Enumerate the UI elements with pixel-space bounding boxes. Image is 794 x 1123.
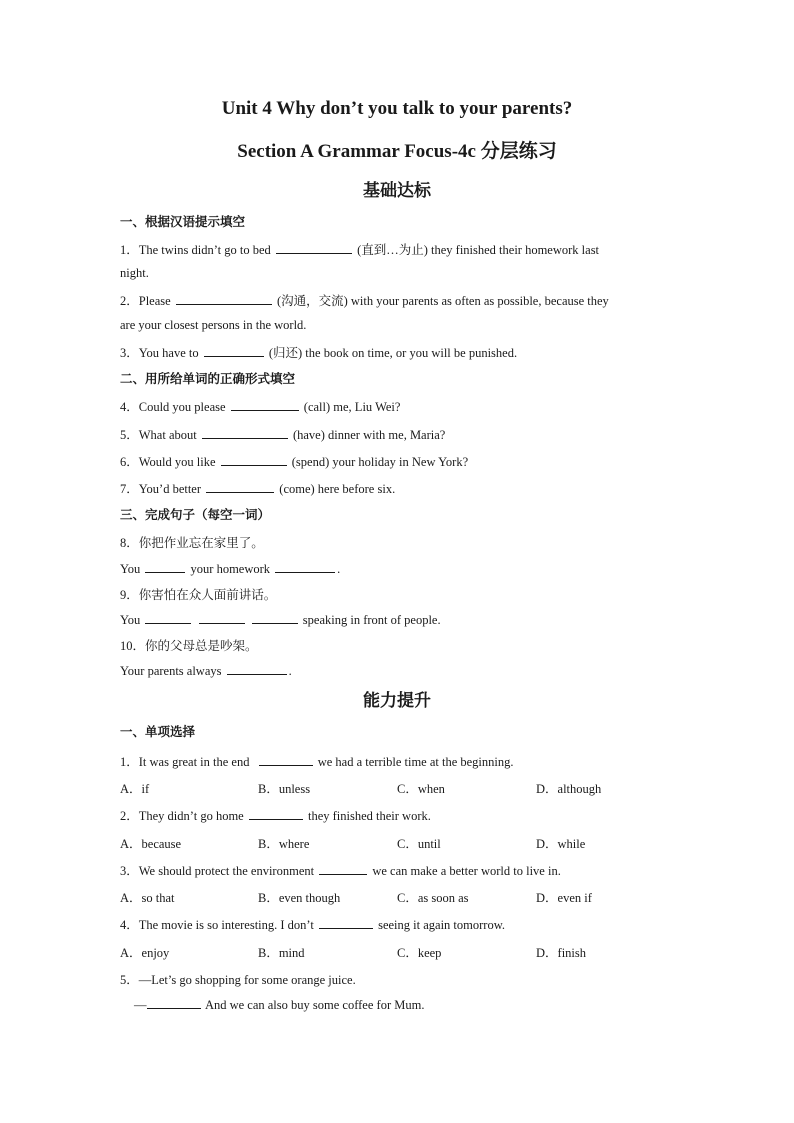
question-9-chinese: 9．你害怕在众人面前讲话。 [120,588,277,602]
q6-text-b: (spend) your holiday in New York? [291,455,469,469]
part2-heading: 二、用所给单词的正确形式填空 [120,372,296,386]
q1-text-a: 1．The twins didn’t go to bed [120,243,271,257]
q5-blank[interactable] [202,426,288,439]
cq1-option-b[interactable]: B．unless [258,782,311,796]
q6-blank[interactable] [221,453,287,466]
question-10 [120,662,292,679]
q3-text-a: 3．You have to [120,346,199,360]
q8-blank-1[interactable] [145,560,185,573]
cq4-option-d[interactable]: D．finish [536,946,587,960]
q10-text-b: . [288,664,292,678]
q5-text-b: (have) dinner with me, Maria? [292,428,446,442]
cq4-blank[interactable] [319,916,373,929]
cq4-option-b[interactable]: B．mind [258,946,305,960]
question-2-cont: are your closest persons in the world. [120,318,307,332]
question-2 [120,291,609,309]
choice-question-2 [120,806,431,824]
cq3-option-c[interactable]: C．as soon as [397,891,469,905]
q5-text-a: 5．What about [120,428,197,442]
choice-question-5-reply [134,996,424,1013]
q2-text-a: 2．Please [120,294,171,308]
question-8-chinese: 8．你把作业忘在家里了。 [120,536,264,550]
q8-text-c: . [337,562,341,576]
q8-blank-2[interactable] [275,560,335,573]
cq1-text-a: 1．It was great in the end [120,755,250,769]
q9-text-b: speaking in front of people. [302,613,441,627]
cq3-text-b: we can make a better world to live in. [372,864,561,878]
cq2-blank[interactable] [249,807,303,820]
question-8 [120,560,340,577]
q8-text-b: your homework [190,562,271,576]
q4-text-a: 4．Could you please [120,400,226,414]
cq2-option-c[interactable]: C．until [397,837,441,851]
question-10-chinese: 10．你的父母总是吵架。 [120,639,258,653]
cq2-option-a[interactable]: A．because [120,837,182,851]
q7-text-b: (come) here before six. [279,482,396,496]
cq5-blank[interactable] [147,996,201,1009]
choice-heading: 一、单项选择 [120,725,196,739]
cq2-text-a: 2．They didn’t go home [120,809,244,823]
q7-blank[interactable] [206,480,274,493]
q3-text-b: (归还) the book on time, or you will be punished. [268,346,518,360]
q10-blank[interactable] [227,662,287,675]
unit-title: Unit 4 Why don’t you talk to your parents? [221,98,573,119]
basic-heading: 基础达标 [363,181,431,200]
choice-question-5: 5．—Let’s go shopping for some orange juice. [120,973,356,987]
question-1-cont: night. [120,266,149,280]
q4-text-b: (call) me, Liu Wei? [303,400,401,414]
cq1-text-b: we had a terrible time at the beginning. [317,755,514,769]
q7-text-a: 7．You’d better [120,482,202,496]
cq2-text-b: they finished their work. [307,809,431,823]
choice-question-4 [120,915,505,933]
cq4-option-a[interactable]: A．enjoy [120,946,170,960]
cq2-option-d[interactable]: D．while [536,837,586,851]
choice-question-1 [120,752,514,770]
cq1-option-a[interactable]: A．if [120,782,150,796]
q1-blank[interactable] [276,241,352,254]
q1-text-b: (直到…为止) they finished their homework last [357,243,600,257]
cq3-option-a[interactable]: A．so that [120,891,175,905]
question-5 [120,425,445,443]
q9-blank-2[interactable] [199,611,245,624]
question-6 [120,452,468,470]
cq1-blank[interactable] [259,753,313,766]
q9-blank-1[interactable] [145,611,191,624]
cq5-dash: — [134,998,147,1012]
q10-text-a: Your parents always [120,664,222,678]
question-1 [120,240,599,258]
cq3-option-b[interactable]: B．even though [258,891,341,905]
question-3 [120,343,517,361]
cq4-text-a: 4．The movie is so interesting. I don’t [120,918,314,932]
q9-text-a: You [120,613,141,627]
cq5-text-b: And we can also buy some coffee for Mum. [204,998,425,1012]
part3-heading: 三、完成句子（每空一词） [120,508,271,522]
q4-blank[interactable] [231,398,299,411]
cq3-text-a: 3．We should protect the environment [120,864,315,878]
part1-heading: 一、根据汉语提示填空 [120,215,246,229]
q8-text-a: You [120,562,141,576]
cq4-option-c[interactable]: C．keep [397,946,442,960]
cq3-blank[interactable] [319,862,367,875]
choice-question-3 [120,861,561,879]
cq4-text-b: seeing it again tomorrow. [378,918,506,932]
question-7 [120,479,395,497]
q9-blank-3[interactable] [252,611,298,624]
q2-blank[interactable] [176,292,272,305]
advanced-heading: 能力提升 [363,691,431,710]
cq2-option-b[interactable]: B．where [258,837,310,851]
question-4 [120,397,400,415]
q6-text-a: 6．Would you like [120,455,216,469]
question-9 [120,611,441,628]
cq1-option-c[interactable]: C．when [397,782,445,796]
q2-text-b: (沟通，交流) with your parents as often as possible, because they [276,294,609,308]
section-title: Section A Grammar Focus-4c 分层练习 [237,141,557,162]
cq3-option-d[interactable]: D．even if [536,891,592,905]
q3-blank[interactable] [204,344,264,357]
cq1-option-d[interactable]: D．although [536,782,602,796]
